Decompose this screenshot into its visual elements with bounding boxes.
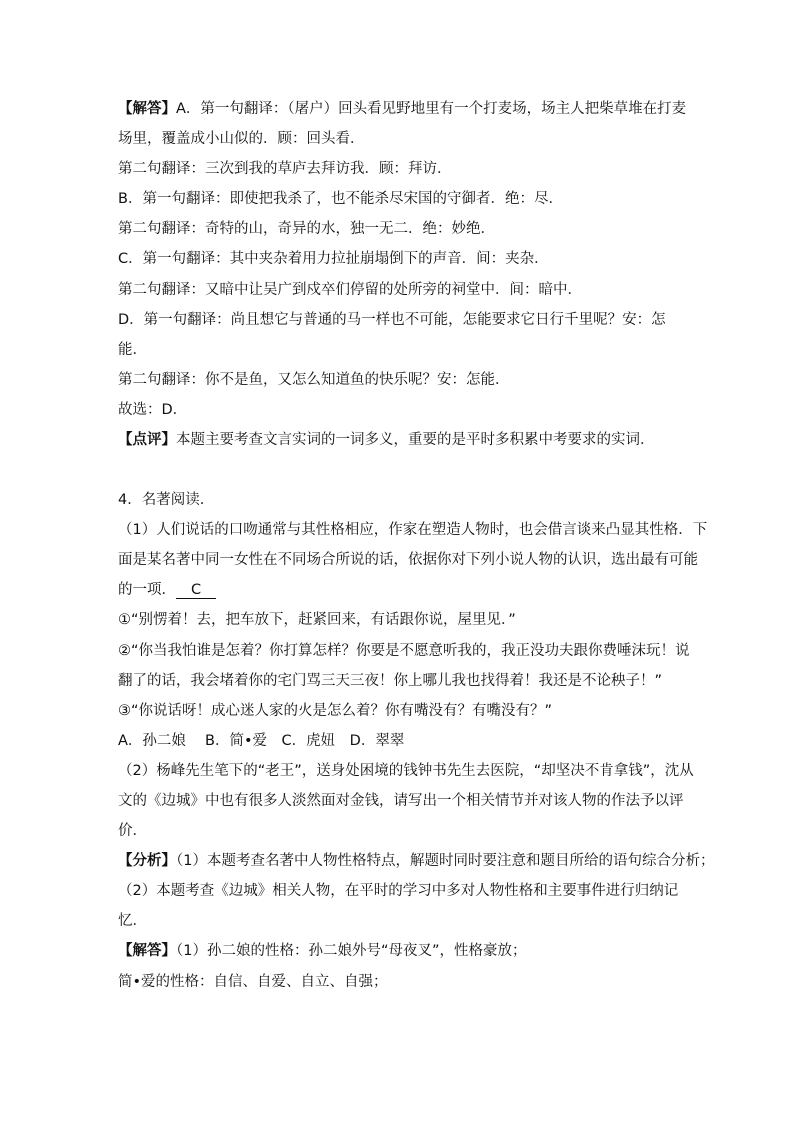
text-line	[118, 912, 678, 930]
text-line	[118, 130, 678, 148]
line-text: B．第一句翻译：即使把我杀了，也不能杀尽宋国的守御者．绝：尽．	[118, 191, 563, 208]
line-text: ③“你说话呀！成心迷人家的火是怎么着？你有嘴没有？有嘴没有？”	[118, 702, 553, 719]
text-line	[118, 792, 684, 810]
text-line	[118, 281, 678, 299]
document-page	[118, 100, 715, 1003]
line-text: 简•爱的性格：自信、自爱、自立、自强；	[118, 973, 388, 990]
text-line	[118, 852, 715, 870]
text-line	[118, 762, 694, 780]
text-line	[118, 190, 678, 208]
text-line	[118, 551, 698, 569]
line-text: 4．名著阅读．	[118, 492, 215, 509]
text-line	[118, 822, 678, 840]
text-line	[118, 642, 690, 660]
text-line	[118, 672, 678, 690]
section-marker: 【点评】	[118, 432, 176, 449]
line-text: 第二句翻译：三次到我的草庐去拜访我．顾：拜访．	[118, 161, 452, 178]
line-text: 能．	[118, 341, 147, 358]
line-text: C．第一句翻译：其中夹杂着用力拉扯崩塌倒下的声音．间：夹杂．	[118, 251, 549, 268]
text-line	[118, 401, 678, 419]
text-line	[118, 942, 678, 960]
line-text: 场里，覆盖成小山似的．顾：回头看．	[118, 131, 365, 148]
line-text: 价．	[118, 823, 147, 840]
text-line	[118, 371, 678, 389]
line-text: 本题主要考查文言实词的一词多义，重要的是平时多积累中考要求的实词．	[176, 432, 655, 449]
line-text: 第二句翻译：奇特的山，奇异的水，独一无二．绝：妙绝．	[118, 221, 495, 238]
text-line	[118, 702, 678, 720]
line-text: （2）杨峰先生笔下的“老王”，送身处困境的钱钟书先生去医院，“却坚决不肯拿钱”，沈从	[118, 762, 694, 779]
line-text: A．孙二娘 B．简•爱 C．虎妞 D．翠翠	[118, 732, 405, 749]
line-text: 故选：D．	[118, 401, 188, 418]
section-marker: 【解答】	[118, 101, 176, 117]
line-text: 翻了的话，我会堵着你的宅门骂三天三夜！你上哪儿我也找得着！我还是不论秧子！”	[118, 672, 663, 689]
line-text: 忆．	[118, 913, 147, 930]
question-title	[118, 491, 678, 509]
text-line	[118, 100, 687, 118]
line-text: D．第一句翻译：尚且想它与普通的马一样也不可能，怎能要求它日行千里呢？安：怎	[118, 311, 666, 328]
answer-blank: C	[176, 582, 216, 599]
line-text: 第二句翻译：又暗中让吴广到戍卒们停留的处所旁的祠堂中．间：暗中．	[118, 281, 582, 298]
line-text: 的一项．	[118, 582, 176, 599]
text-line	[118, 882, 678, 900]
line-text: 第二句翻译：你不是鱼，又怎么知道鱼的快乐呢？安：怎能．	[118, 371, 510, 388]
line-text: A．第一句翻译：（屠户）回头看见野地里有一个打麦场，场主人把柴草堆在打麦	[176, 101, 687, 117]
line-text: （1）本题考查名著中人物性格特点，解题时同时要注意和题目所给的语句综合分析；	[176, 853, 715, 870]
line-text: （2）本题考查《边城》相关人物，在平时的学习中多对人物性格和主要事件进行归纳记	[118, 883, 679, 900]
text-line	[118, 521, 708, 539]
line-text: （1）孙二娘的性格：孙二娘外号“母夜叉”，性格豪放；	[176, 943, 527, 960]
text-line	[118, 581, 678, 599]
answer-options	[118, 732, 678, 750]
line-text: ②“你当我怕谁是怎着？你打算怎样？你要是不愿意听我的，我正没功夫跟你费唾沫玩！说	[118, 642, 690, 659]
line-text: 文的《边城》中也有很多人淡然面对金钱，请写出一个相关情节并对该人物的作法予以评	[118, 792, 684, 809]
text-line	[118, 160, 678, 178]
line-text: （1）人们说话的口吻通常与其性格相应，作家在塑造人物时，也会借言谈来凸显其性格．下	[118, 522, 708, 539]
text-line	[118, 611, 678, 629]
section-marker: 【解答】	[118, 943, 176, 960]
text-line	[118, 431, 678, 449]
line-text: ①“别愣着！去，把车放下，赶紧回来，有话跟你说，屋里见．”	[118, 612, 516, 629]
text-line	[118, 311, 678, 329]
section-marker: 【分析】	[118, 853, 176, 870]
line-text: 面是某名著中同一女性在不同场合所说的话，依据你对下列小说人物的认识，选出最有可能	[118, 552, 698, 569]
text-line	[118, 220, 678, 238]
text-line	[118, 250, 678, 268]
text-line	[118, 973, 678, 991]
text-line	[118, 341, 678, 359]
